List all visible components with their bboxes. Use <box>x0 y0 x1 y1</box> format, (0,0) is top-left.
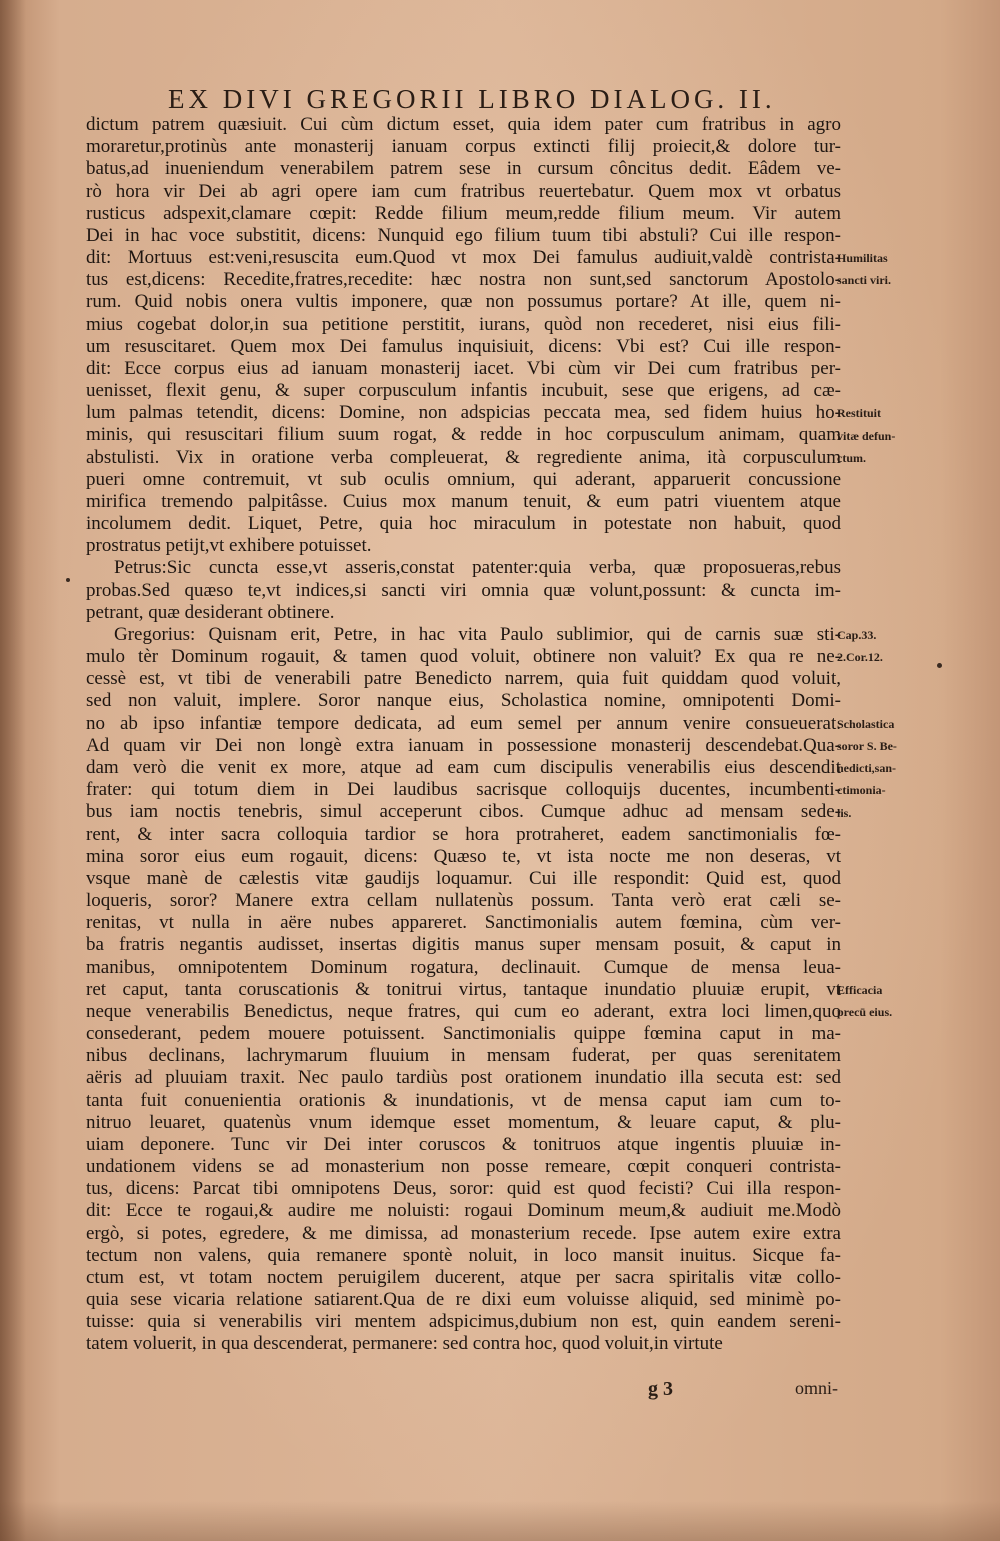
text-line: ctum est, vt totam noctem peruigilem ducerent, atque per sacra spiritalis vitæ collo- <box>86 1266 841 1288</box>
text-line: Ad quam vir Dei non longè extra ianuam in possessione monasterij descendebat.Qua- <box>86 734 841 756</box>
text-line: sed non valuit, implere. Soror nanque eius, Scholastica nomine, omnipotenti Domi- <box>86 690 841 712</box>
margin-note: precū eius. <box>837 1005 893 1020</box>
text-line: tuisse: quia si venerabilis viri mentem adspicimus,dubium non est, quin eandem sereni- <box>86 1311 841 1333</box>
text-line: nitruo leuaret, quatenùs vnum idemque esset momentum, & leuare caput, & plu- <box>86 1111 841 1133</box>
text-line: dit: Ecce te rogaui,& audire me noluisti: rogaui Dominum meum,& audiuit me.Modò <box>86 1200 841 1222</box>
text-line: tectum non valens, quia remanere spontè noluit, in loco mansit inuitus. Sicque fa- <box>86 1244 841 1266</box>
text-line: uenisset, flexit genu, & super corpusculum infantis incubuit, sese que erigens, ad cæ- <box>86 380 841 402</box>
body-text <box>86 114 841 1356</box>
text-line: prostratus petijt,vt exhibere potuisset. <box>86 535 372 557</box>
text-line: tus est,dicens: Recedite,fratres,recedite: hæc nostra non sunt,sed sanctorum Apostolo- <box>86 269 841 291</box>
margin-note: ctimonia- <box>837 783 886 798</box>
margin-note: lis. <box>837 805 852 820</box>
text-line: um resuscitaret. Quem mox Dei famulus inquisiuit, dicens: Vbi est? Cui ille respon- <box>86 335 841 357</box>
text-line: neque venerabilis Benedictus, neque fratres, qui cum eo aderant, extra loci limen,quo <box>86 1000 841 1022</box>
margin-note: soror S. Be- <box>837 739 897 754</box>
margin-note: vitæ defun- <box>837 428 896 443</box>
text-line: mirifica tremendo palpitâsse. Cuius mox manum tenuit, & eum patri viuentem atque <box>86 490 841 512</box>
text-line: mulo tèr Dominum rogauit, & tamen quod voluit, obtinere non valuit? Ex qua re ne- <box>86 646 841 668</box>
text-line: quia sese vicaria relatione satiarent.Qua de re dixi eum voluisse aliquid, sed minimè po- <box>86 1289 841 1311</box>
signature-mark: g 3 <box>648 1378 673 1400</box>
text-line: moraretur,protinùs ante monasterij ianuam corpus extincti filij proiecit,& dolore tur- <box>86 136 841 158</box>
text-line: nibus declinans, lachrymarum fluuium in mensam fuderat, per quas serenitatem <box>86 1045 841 1067</box>
margin-note: Restituit <box>837 406 881 421</box>
text-line: Dei in hac voce substitit, dicens: Nunquid ego filium tuum tibi abstuli? Cui ille respon- <box>86 224 841 246</box>
text-line: renitas, vt nulla in aëre nubes appareret. Sanctimonialis autem fœmina, cùm ver- <box>86 912 841 934</box>
text-line: consederant, pedem mouere potuissent. Sanctimonialis quippe fœmina caput in ma- <box>86 1023 841 1045</box>
text-line: tatem voluerit, in qua descenderat, permanere: sed contra hoc, quod voluit,in virtute <box>86 1333 723 1355</box>
catchword: omni- <box>795 1378 838 1398</box>
text-line: rum. Quid nobis onera vultis imponere, quæ non possumus portare? At ille, quem ni- <box>86 291 841 313</box>
text-line: dit: Ecce corpus eius ad ianuam monasterij iacet. Vbi cùm vir Dei cum fratribus per- <box>86 357 841 379</box>
text-line: Gregorius: Quisnam erit, Petre, in hac vita Paulo sublimior, qui de carnis suæ sti- <box>114 623 841 645</box>
ink-speck <box>937 663 942 668</box>
text-line: rent, & inter sacra colloquia tardior se hora protraheret, eadem sanctimonialis fœ- <box>86 823 841 845</box>
margin-note: Cap.33. <box>837 628 877 643</box>
text-line: rò hora vir Dei ab agri opere iam cum fratribus reuertebatur. Quem mox vt orbatus <box>86 180 841 202</box>
text-line: ba fratris negantis audisset, insertas digitis manus super mensam posuit, & caput in <box>86 934 841 956</box>
text-line: aëris ad pluuiam traxit. Nec paulo tardiùs post orationem inundatio illa secuta est: sed <box>86 1067 841 1089</box>
margin-note: Efficacia <box>837 983 883 998</box>
text-line: bus iam noctis tenebris, simul acceperunt cibos. Cumque adhuc ad mensam sede- <box>86 801 841 823</box>
text-line: rusticus adspexit,clamare cœpit: Redde filium meum,redde filium meum. Vir autem <box>86 202 841 224</box>
text-line: minis, qui resuscitari filium suum rogat, & redde in hoc corpusculum animam, quam <box>86 424 841 446</box>
text-line: abstulisti. Vix in oratione verba compleuerat, & regrediente anima, ità corpusculum <box>86 446 841 468</box>
text-line: manibus, omnipotentem Dominum rogatura, declinauit. Cumque de mensa leua- <box>86 956 841 978</box>
text-line: mius cogebat dolor,in sua petitione perstitit, iurans, quòd non recederet, nisi eius fili- <box>86 313 841 335</box>
text-line: ergò, si potes, egredere, & me dimissa, ad monasterium recede. Ipse autem exire extra <box>86 1222 841 1244</box>
margin-note: Humilitas <box>837 251 888 266</box>
text-line: petrant, quæ desiderant obtinere. <box>86 601 335 623</box>
text-line: batus,ad inueniendum venerabilem patrem sese in cursum côncitus dedit. Eâdem ve- <box>86 158 841 180</box>
text-line: tanta fuit conuenientia orationis & inundationis, vt de mensa caput iam cum to- <box>86 1089 841 1111</box>
text-line: probas.Sed quæso te,vt indices,si sancti viri omnia quæ volunt,possunt: & cuncta im- <box>86 579 841 601</box>
text-line: incolumem dedit. Liquet, Petre, quia hoc miraculum in potestate non habuit, quod <box>86 513 841 535</box>
text-line: lum palmas tetendit, dicens: Domine, non adspicias peccata mea, sed fidem huius ho- <box>86 402 841 424</box>
margin-note: nedicti,san- <box>837 761 897 776</box>
text-line: ret caput, tanta coruscationis & tonitrui virtus, tantaque inundatio pluuiæ erupit, vt <box>86 978 841 1000</box>
margin-note: sancti viri. <box>837 273 891 288</box>
margin-note: 2.Cor.12. <box>837 650 883 665</box>
margin-note: Scholastica <box>837 716 895 731</box>
text-line: pueri omne contremuit, vt sub oculis omnium, qui aderant, apparuerit concussione <box>86 468 841 490</box>
text-line: no ab ipso infantiæ tempore dedicata, ad eum semel per annum venire consueuerat. <box>86 712 841 734</box>
text-line: uiam deponere. Tunc vir Dei inter coruscos & tonitruos atque ingentis pluuiæ in- <box>86 1133 841 1155</box>
text-line: dit: Mortuus est:veni,resuscita eum.Quod vt mox Dei famulus audiuit,valdè contrista- <box>86 247 841 269</box>
text-line: undationem videns se ad monasterium non posse remeare, cœpit conqueri contrista- <box>86 1156 841 1178</box>
text-line: dictum patrem quæsiuit. Cui cùm dictum esset, quia idem pater cum fratribus in agro <box>86 114 841 135</box>
text-line: loqueris, soror? Manere extra cellam nullatenùs possum. Tanta verò erat cæli se- <box>86 890 841 912</box>
ink-speck <box>66 578 70 582</box>
text-line: frater: qui totum diem in Dei laudibus sacrisque colloquijs ducentes, incumbenti- <box>86 779 841 801</box>
running-head: EX DIVI GREGORII LIBRO DIALOG. II. <box>168 84 776 114</box>
text-line: dam verò die venit ex more, atque ad eam cum discipulis venerabilis eius descendit <box>86 756 841 778</box>
text-line: mina soror eius eum rogauit, dicens: Quæso te, vt ista nocte me non deseras, vt <box>86 845 841 867</box>
text-line: tus, dicens: Parcat tibi omnipotens Deus, soror: quid est quod fecisti? Cui illa respon- <box>86 1178 841 1200</box>
text-line: vsque manè de cælestis vitæ gaudijs loquamur. Cui ille respondit: Quid est, quod <box>86 867 841 889</box>
margin-note: ctum. <box>837 450 866 465</box>
text-line: cessè est, vt tibi de venerabili patre Benedicto narrem, quia fuit quiddam quod voluit, <box>86 668 841 690</box>
text-line: Petrus:Sic cuncta esse,vt asseris,constat patenter:quia verba, quæ proposueras,rebus <box>114 557 841 579</box>
